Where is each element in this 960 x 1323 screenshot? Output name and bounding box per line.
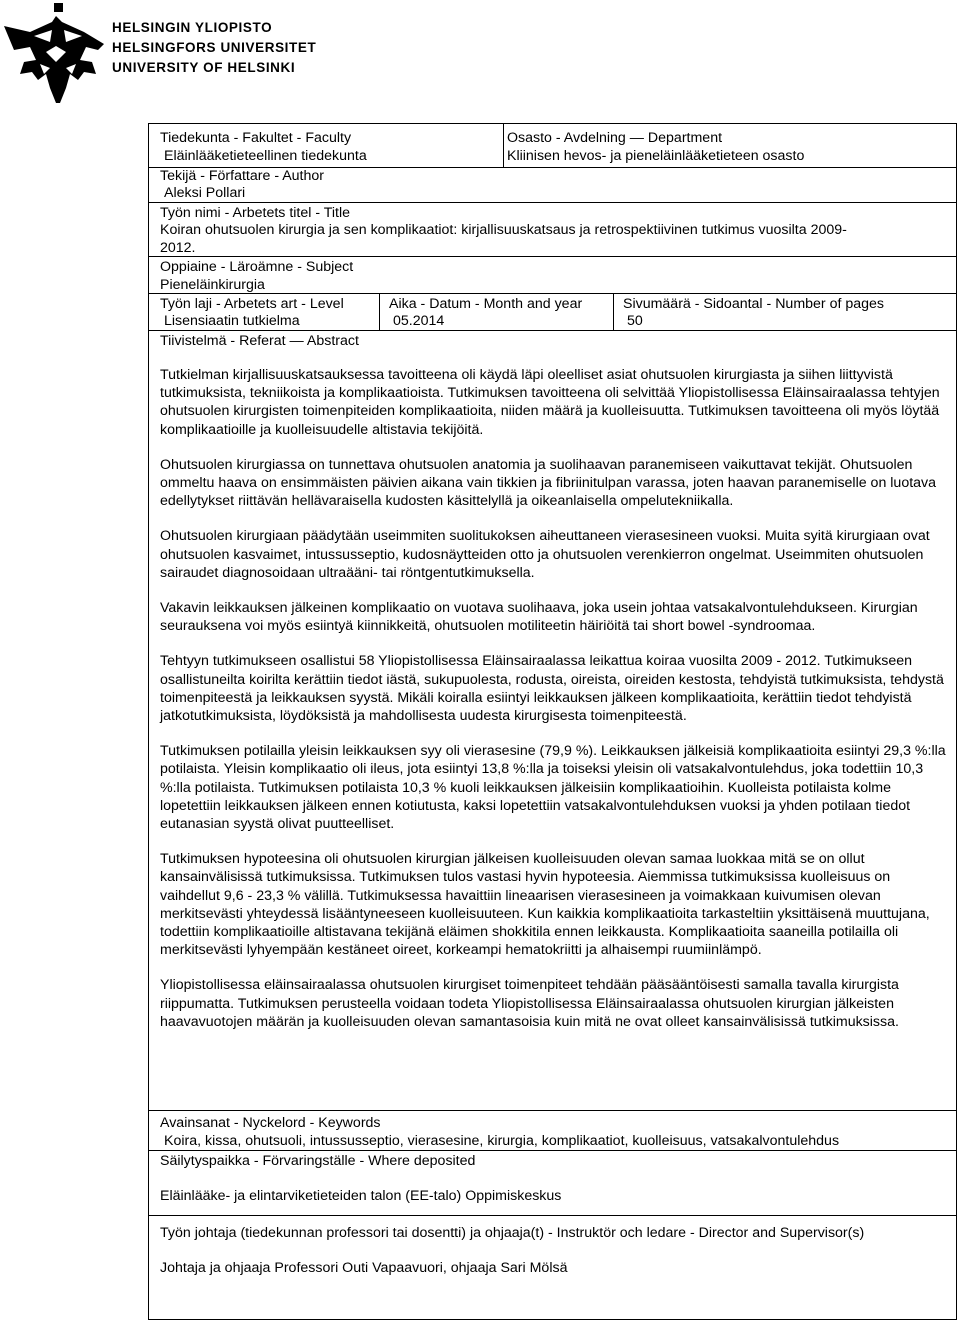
deposited-label: Säilytyspaikka - Förvaringställe - Where deposited: [160, 1153, 476, 1169]
date-value: 05.2014: [393, 313, 445, 329]
abstract-paragraph: Ohutsuolen kirurgiassa on tunnettava ohutsuolen anatomia ja suolihaavan paranemiseen vaikuttavat tekijät. Ohutsuolen ommeltu haava on ensimmäisten päivien aikana vain tikkien ja fibriinitulpan varassa, joten haavan paranemiselle on luotava edellytykset riittävän hellävaraisella kudosten käsittelyllä ja oikeanlaisella ompelutekniikalla.: [160, 456, 937, 510]
keywords-label: Avainsanat - Nyckelord - Keywords: [160, 1115, 381, 1131]
title-value-line1: Koiran ohutsuolen kirurgia ja sen komplikaatiot: kirjallisuuskatsaus ja retrospektiivinen tutkimus vuosilta 2009-: [160, 222, 847, 238]
university-name-block: [112, 18, 316, 78]
subject-value: Pieneläinkirurgia: [160, 277, 265, 293]
abstract-paragraph: Tehtyyn tutkimukseen osallistui 58 Yliopistollisessa Eläinsairaalassa leikattua koiraa vuosilta 2009 - 2012. Tutkimukseen osallistuneilta koirilta kerättiin tiedot iästä, sukupuolesta, rodusta, oireista, oireiden kestosta, tehdyistä tutkimuksista, tehdystä toimenpiteestä ja leikkauksen syystä. Mikäli koiralla esiintyi leikkauksen jälkeen komplikaatioita, kerättiin tiedot tehdyistä jatkotutkimuksista, löydöksistä ja mahdollisesta uudesta kirurgisesta toimenpiteestä.: [160, 653, 944, 725]
form-divider: [148, 293, 957, 294]
department-label: Osasto - Avdelning — Department: [507, 130, 723, 146]
date-pages-divider: [613, 293, 614, 330]
author-value: Aleksi Pollari: [164, 185, 246, 201]
date-label: Aika - Datum - Month and year: [389, 296, 583, 312]
title-value-line2: 2012.: [160, 240, 196, 256]
level-label: Työn laji - Arbetets art - Level: [160, 296, 344, 312]
abstract-paragraph: Ohutsuolen kirurgiaan päädytään useimmiten suolitukoksen aiheuttaneen vierasesineen vuoksi. Muita syitä kirurgiaan ovat ohutsuolen kasvaimet, intussusseptio, kudosnäytteiden otto ja ohutsuolen verenkierron ongelmat. Useimmiten ohutsuolen sairaudet diagnosoidaan ultraääni- tai röntgentutkimuksella.: [160, 528, 930, 581]
deposited-value: Eläinlääke- ja elintarviketieteiden talon (EE-talo) Oppimiskeskus: [160, 1188, 562, 1204]
subject-label: Oppiaine - Läroämne - Subject: [160, 259, 354, 275]
faculty-label: Tiedekunta - Fakultet - Faculty: [160, 130, 352, 146]
supervisor-label: Työn johtaja (tiedekunnan professori tai dosentti) ja ohjaaja(t) - Instruktör och ledare - Director and Supervisor(s): [160, 1225, 865, 1241]
abstract-paragraph: Tutkimuksen hypoteesina oli ohutsuolen kirurgian jälkeisen kuolleisuuden olevan samaa luokkaa mitä se on ollut kansainvälisissä tutkimuksissa. Tutkimuksen tulos vastasi hyvin hypoteesia. Aiemmissa tutkimuksissa kuolleisuus on vaihdellut 9,6 - 23,3 % välillä. Tutkimuksessa havaittiin lineaarisen vierasesineen ja voimakkaan kuivumisen olevan merkitsevästi yhteydessä lisääntyneeseen kuolleisuuteen. Kun kaikkia komplikaatioita tarkasteltiin yksittäisenä muuttujana, todettiin komplikaatioille altistavana tekijänä eläimen shokkitila ennen leikkausta. Komplikaatioita saaneilla potilailla oli merkitsevästi lyhyempään kestäneet oireet, korkeampi hematokriitti ja alhaisempi ruumiinlämpö.: [160, 851, 930, 959]
helsinki-university-logo-icon: [0, 0, 112, 105]
form-divider: [148, 1215, 957, 1216]
keywords-value: Koira, kissa, ohutsuoli, intussusseptio, vierasesine, kirurgia, komplikaatiot, kuolleisuus, vatsakalvontulehdus: [164, 1133, 840, 1149]
form-divider: [148, 1150, 957, 1151]
university-name-fi: HELSINGIN YLIOPISTO: [112, 20, 273, 35]
abstract-paragraph: Vakavin leikkauksen jälkeinen komplikaatio on vuotava suolihaava, joka usein johtaa vatsakalvontulehdukseen. Kirurgian seurauksena voi myös esiintyä kiinnikkeitä, ohutsuolen motiliteetin häiriöitä tai short bowel -syndroomaa.: [160, 600, 918, 635]
form-divider: [148, 256, 957, 257]
faculty-department-divider: [503, 123, 504, 167]
form-divider: [148, 330, 957, 331]
form-divider: [148, 202, 957, 203]
department-value: Kliinisen hevos- ja pieneläinlääketieteen osasto: [507, 148, 805, 164]
university-name-en: UNIVERSITY OF HELSINKI: [112, 60, 296, 75]
faculty-value: Eläinlääketieteellinen tiedekunta: [164, 148, 367, 164]
pages-label: Sivumäärä - Sidoantal - Number of pages: [623, 296, 885, 312]
supervisor-value: Johtaja ja ohjaaja Professori Outi Vapaavuori, ohjaaja Sari Mölsä: [160, 1260, 568, 1276]
author-label: Tekijä - Författare - Author: [160, 168, 325, 184]
university-name-sv: HELSINGFORS UNIVERSITET: [112, 40, 317, 55]
abstract-paragraph: Yliopistollisessa eläinsairaalassa ohutsuolen kirurgiset toimenpiteet tehdään pääsääntöisesti samalla tavalla kirurgista riippumatta. Tutkimuksen perusteella voidaan todeta Yliopistollisessa Eläinsairaalassa ohutsuolen kirurgian jälkeisten haavavuotojen määrän ja kuolleisuuden olevan samantasoisia kuin mitä ne ovat olleet kansainvälisissä tutkimuksissa.: [160, 977, 899, 1030]
level-value: Lisensiaatin tutkielma: [164, 313, 300, 329]
form-divider: [148, 1110, 957, 1111]
abstract-paragraph: Tutkielman kirjallisuuskatsauksessa tavoitteena oli käydä läpi oleelliset asiat ohutsuolen kirurgiasta ja siihen liittyvistä tutkimuksista, tekniikoista ja komplikaatioista. Tutkimuksen tavoitteena oli selvittää Yliopistollisessa Eläinsairaalassa tehtyjen ohutsuolen kirurgisten toimenpiteiden komplikaatioita, niiden määrä ja kuolleisuutta. Tutkimuksen tavoitteena oli myös löytää komplikaatioille ja kuolleisuudelle altistavia tekijöitä.: [160, 367, 940, 438]
level-date-divider: [379, 293, 380, 330]
title-label: Työn nimi - Arbetets titel - Title: [160, 205, 351, 221]
abstract-body: [160, 366, 950, 1048]
abstract-label: Tiivistelmä - Referat — Abstract: [160, 333, 359, 349]
pages-value: 50: [627, 313, 643, 329]
abstract-paragraph: Tutkimuksen potilailla yleisin leikkauksen syy oli vierasesine (79,9 %). Leikkauksen jälkeisiä komplikaatioita esiintyi 29,3 %:lla potilaista. Yleisin komplikaatio oli ileus, jota esiintyi 13,8 %:lla ja toiseksi yleisin oli vatsakalvontulehdus, joka todettiin 10,3 %:lla potilaista. Tutkimuksen potilaista 10,3 % kuoli leikkauksen jälkeisiin komplikaatioihin. Kuolleista potilaista kolme lopetettiin leikkauksen jälkeen ennen kotiutusta, kaksi lopetettiin vatsakalvontulehduksen vuoksi ja yhden potilaan tiedot eutanasian syystä olivat puutteelliset.: [160, 743, 946, 833]
